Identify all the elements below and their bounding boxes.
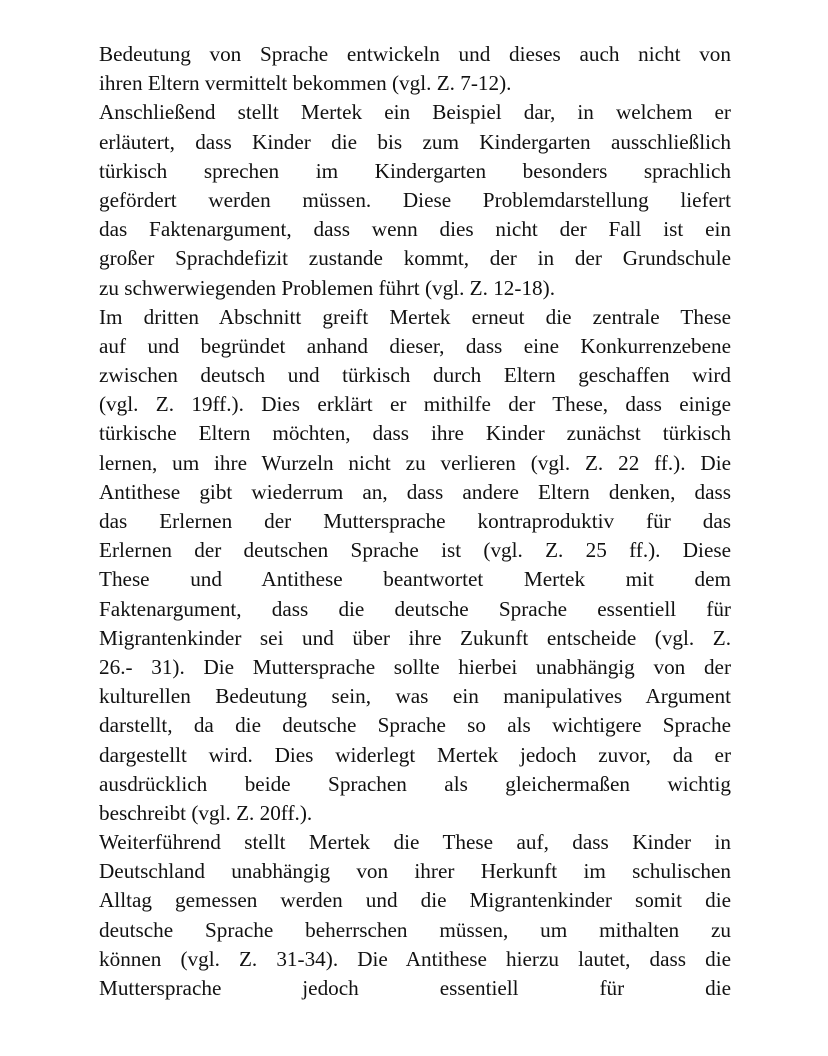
text-line: deutsche Sprache beherrschen müssen, um mithalten zu: [99, 917, 731, 942]
text-line: zu schwerwiegenden Problemen führt (vgl. Z. 12-18).: [99, 275, 555, 300]
text-line: Bedeutung von Sprache entwickeln und dieses auch nicht von: [99, 42, 731, 66]
text-line: das Faktenargument, dass wenn dies nicht der Fall ist ein: [99, 217, 731, 242]
text-line: Erlernen der deutschen Sprache ist (vgl. Z. 25 ff.). Diese: [99, 538, 731, 563]
text-line: Antithese gibt wiederrum an, dass andere Eltern denken, dass: [99, 479, 731, 504]
paragraph: [99, 303, 731, 828]
text-line: kulturellen Bedeutung sein, was ein manipulatives Argument: [99, 684, 731, 709]
text-line: ausdrücklich beide Sprachen als gleichermaßen wichtig: [99, 771, 731, 796]
text-line: können (vgl. Z. 31-34). Die Antithese hierzu lautet, dass die: [99, 946, 731, 971]
text-line: gefördert werden müssen. Diese Problemdarstellung liefert: [99, 187, 731, 212]
text-line: lernen, um ihre Wurzeln nicht zu verlieren (vgl. Z. 22 ff.). Die: [99, 450, 731, 475]
text-line: Deutschland unabhängig von ihrer Herkunft im schulischen: [99, 859, 731, 884]
document-page: [99, 40, 731, 1003]
text-line: darstellt, da die deutsche Sprache so als wichtigere Sprache: [99, 713, 731, 738]
text-line: großer Sprachdefizit zustande kommt, der in der Grundschule: [99, 246, 731, 271]
paragraph: [99, 40, 731, 98]
text-line: These und Antithese beantwortet Mertek mit dem: [99, 567, 731, 592]
text-line: 26.- 31). Die Muttersprache sollte hierbei unabhängig von der: [99, 654, 731, 679]
text-line: ihren Eltern vermittelt bekommen (vgl. Z. 7-12).: [99, 71, 512, 96]
text-line: (vgl. Z. 19ff.). Dies erklärt er mithilfe der These, dass einige: [99, 392, 731, 417]
text-line: erläutert, dass Kinder die bis zum Kindergarten ausschließlich: [99, 129, 731, 154]
text-line: Weiterführend stellt Mertek die These auf, dass Kinder in: [99, 830, 731, 855]
text-line: Muttersprache jedoch essentiell für die: [99, 976, 731, 1000]
text-line: Alltag gemessen werden und die Migrantenkinder somit die: [99, 888, 731, 913]
text-line: Migrantenkinder sei und über ihre Zukunft entscheide (vgl. Z.: [99, 625, 731, 650]
paragraph: [99, 98, 731, 302]
text-line: dargestellt wird. Dies widerlegt Mertek jedoch zuvor, da er: [99, 742, 731, 767]
text-line: Anschließend stellt Mertek ein Beispiel dar, in welchem er: [99, 100, 731, 125]
text-line: beschreibt (vgl. Z. 20ff.).: [99, 800, 313, 825]
text-line: türkische Eltern möchten, dass ihre Kinder zunächst türkisch: [99, 421, 731, 446]
paragraph: [99, 828, 731, 1003]
text-line: zwischen deutsch und türkisch durch Eltern geschaffen wird: [99, 363, 731, 388]
text-line: das Erlernen der Muttersprache kontraproduktiv für das: [99, 509, 731, 533]
text-line: Im dritten Abschnitt greift Mertek erneut die zentrale These: [99, 304, 731, 329]
text-line: türkisch sprechen im Kindergarten besonders sprachlich: [99, 158, 731, 183]
text-line: auf und begründet anhand dieser, dass eine Konkurrenzebene: [99, 333, 731, 358]
text-line: Faktenargument, dass die deutsche Sprache essentiell für: [99, 596, 731, 621]
